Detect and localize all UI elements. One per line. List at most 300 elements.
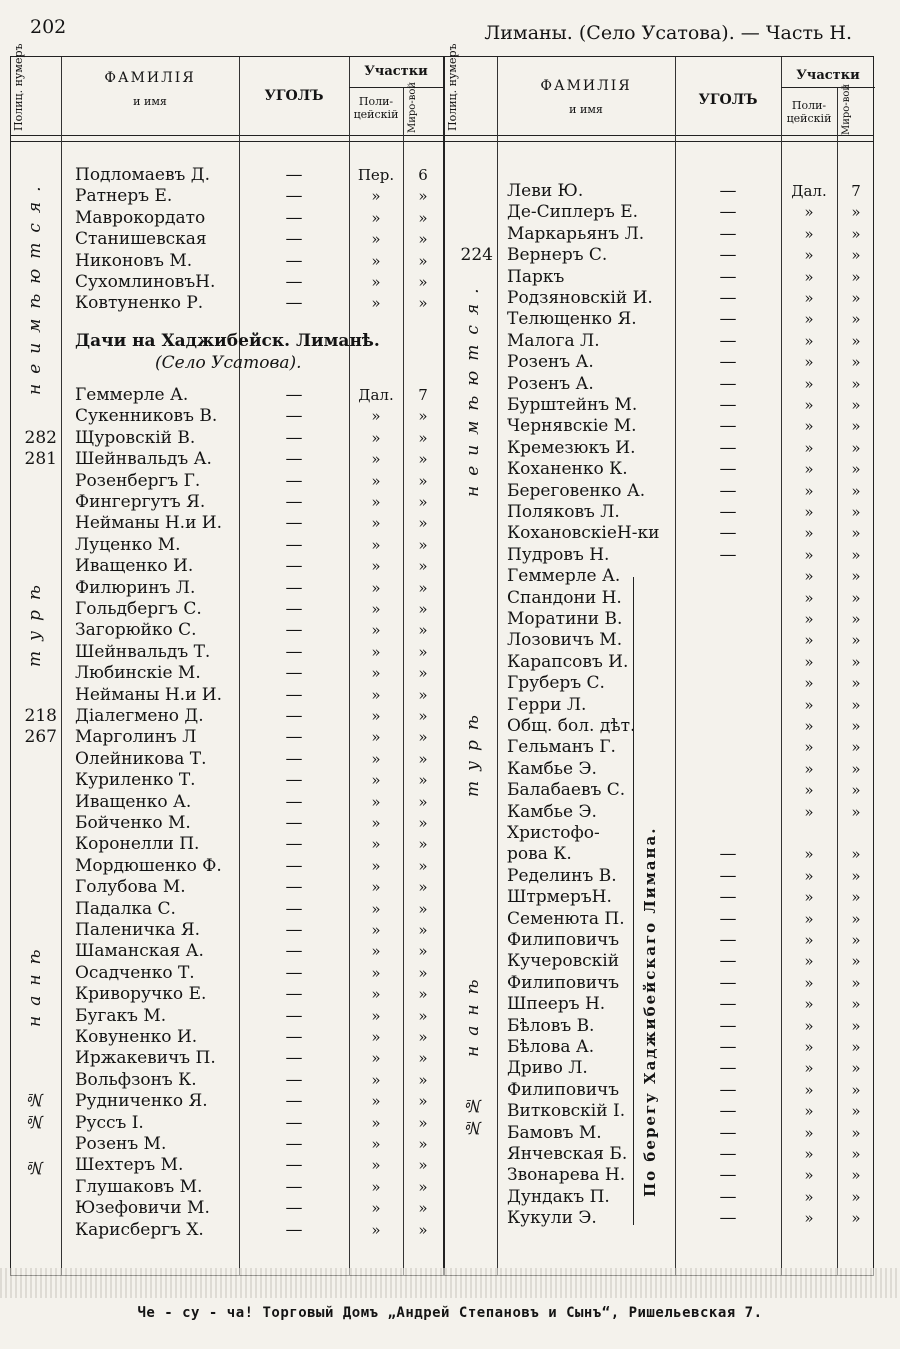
police-district: »: [371, 985, 381, 1004]
resident-name: Шехтеръ М.: [75, 1155, 184, 1176]
header-angle: УГОЛЪ: [698, 92, 758, 108]
police-district: »: [804, 1016, 814, 1035]
running-head: Лиманы. (Село Усатова). — Часть Н.: [484, 22, 852, 44]
table-row: [11, 293, 443, 314]
magistrate-district: »: [418, 428, 428, 447]
magistrate-district: »: [851, 1166, 861, 1185]
angle-mark: —: [719, 951, 737, 972]
angle-mark: —: [285, 207, 303, 228]
table-row: [11, 1113, 443, 1134]
magistrate-district: »: [851, 995, 861, 1014]
police-district: »: [804, 417, 814, 436]
police-number: 224: [460, 245, 493, 266]
resident-name: Герри Л.: [507, 694, 587, 715]
resident-name: Янчевская Б.: [507, 1144, 628, 1164]
angle-mark: —: [285, 229, 303, 250]
police-number: 282: [24, 427, 57, 448]
margin-note: турѣ: [25, 575, 45, 667]
angle-mark: —: [285, 427, 303, 448]
header-police-number: Полиц. нумеръ: [446, 43, 459, 131]
margin-note: №: [25, 1155, 45, 1177]
header-police-number: Полиц. нумеръ: [12, 43, 25, 131]
table-row: [11, 941, 443, 962]
magistrate-district: »: [418, 1113, 428, 1132]
table-row: [11, 663, 443, 684]
police-district: »: [371, 514, 381, 533]
table-row: [11, 1091, 443, 1112]
table-row: [11, 1027, 443, 1048]
angle-mark: —: [285, 1198, 303, 1219]
police-district: »: [371, 642, 381, 661]
magistrate-district: »: [851, 503, 861, 521]
header-surname: ФАМИЛІЯ: [540, 78, 632, 94]
angle-mark: —: [719, 1058, 737, 1079]
table-row: [447, 331, 875, 352]
magistrate-district: »: [851, 267, 861, 286]
resident-name: Глушаковъ М.: [75, 1176, 203, 1197]
angle-mark: —: [719, 202, 737, 223]
magistrate-district: »: [851, 310, 861, 329]
magistrate-district: »: [851, 909, 861, 928]
magistrate-district: »: [418, 1092, 428, 1111]
header-districts: Участки: [364, 64, 428, 79]
angle-mark: —: [719, 459, 737, 480]
table-row: [447, 1208, 875, 1229]
resident-name: Станишевская: [75, 229, 207, 250]
police-district: »: [804, 331, 814, 350]
police-district: »: [371, 557, 381, 576]
police-district: »: [804, 1059, 814, 1078]
police-district: »: [804, 909, 814, 928]
angle-mark: —: [285, 770, 303, 791]
magistrate-district: »: [418, 707, 428, 725]
angle-mark: —: [285, 534, 303, 555]
police-district: »: [371, 294, 381, 313]
table-row: [11, 471, 443, 492]
police-district: »: [804, 289, 814, 307]
angle-mark: —: [719, 352, 737, 373]
police-district: »: [371, 230, 381, 249]
resident-name: Бамовъ М.: [507, 1122, 602, 1143]
angle-mark: —: [285, 556, 303, 577]
margin-note: №№: [25, 1087, 45, 1131]
magistrate-district: »: [418, 664, 428, 683]
table-row: [11, 165, 443, 186]
magistrate-district: »: [418, 749, 428, 768]
magistrate-district: »: [418, 514, 428, 533]
page-number: 202: [30, 16, 67, 38]
police-district: »: [804, 610, 814, 628]
resident-name: Загорюйко С.: [75, 620, 197, 641]
angle-mark: —: [285, 250, 303, 271]
resident-name: Общ. бол. дѣт.: [507, 716, 636, 736]
police-district: »: [804, 503, 814, 521]
table-row: [447, 352, 875, 373]
table-row: [11, 406, 443, 427]
police-district: »: [371, 921, 381, 939]
police-district: »: [804, 374, 814, 393]
angle-mark: —: [285, 1176, 303, 1197]
resident-name: Гольдбергъ С.: [75, 599, 202, 619]
magistrate-district: »: [418, 835, 428, 854]
table-row: [11, 578, 443, 599]
magistrate-district: »: [851, 952, 861, 971]
magistrate-district: »: [851, 460, 861, 479]
magistrate-district: »: [418, 230, 428, 249]
angle-mark: —: [719, 480, 737, 501]
police-district: »: [804, 567, 814, 586]
police-district: »: [371, 535, 381, 554]
angle-mark: —: [285, 1155, 303, 1176]
magistrate-district: »: [418, 600, 428, 618]
header-police: Поли-цейскій: [786, 99, 832, 125]
angle-mark: —: [719, 908, 737, 929]
resident-name: Чернявскіе М.: [507, 416, 637, 437]
police-district: »: [371, 1199, 381, 1218]
police-district: »: [804, 588, 814, 607]
table-row: [447, 224, 875, 245]
police-district: »: [371, 1070, 381, 1089]
angle-mark: —: [719, 309, 737, 330]
resident-name: Шейнвальдъ Т.: [75, 641, 211, 662]
table-row: [447, 1123, 875, 1144]
angle-mark: —: [719, 266, 737, 287]
police-district: »: [371, 749, 381, 768]
police-district: »: [371, 942, 381, 961]
police-district: »: [804, 1102, 814, 1121]
angle-mark: —: [719, 373, 737, 394]
magistrate-district: »: [851, 1016, 861, 1035]
angle-mark: —: [719, 181, 737, 201]
magistrate-district: »: [851, 652, 861, 671]
resident-name: Семенюта П.: [507, 908, 625, 929]
magistrate-district: »: [418, 493, 428, 511]
resident-name: Кремезюкъ И.: [507, 437, 636, 458]
resident-name: Карапсовъ И.: [507, 651, 629, 672]
magistrate-district: »: [418, 878, 428, 897]
table-row: [11, 1134, 443, 1155]
table-row: [11, 1006, 443, 1027]
angle-mark: —: [285, 165, 303, 185]
magistrate-district: »: [851, 1187, 861, 1206]
resident-name: Ределинъ В.: [507, 865, 617, 886]
resident-name: рова К.: [507, 844, 572, 865]
table-row: [11, 599, 443, 620]
angle-mark: —: [285, 898, 303, 919]
table-row: [447, 566, 875, 587]
table-row: [447, 823, 875, 844]
table-row: [11, 963, 443, 984]
magistrate-district: »: [851, 1059, 861, 1078]
resident-name: Филиповичъ: [507, 1079, 620, 1100]
table-row: [447, 1016, 875, 1037]
magistrate-district: »: [418, 1028, 428, 1046]
magistrate-district: »: [851, 203, 861, 222]
resident-name: Де-Сиплеръ Е.: [507, 202, 639, 223]
table-row: [11, 1177, 443, 1198]
table-row: [447, 267, 875, 288]
police-district: »: [804, 481, 814, 500]
resident-name: Камбье Э.: [507, 801, 597, 822]
resident-name: Падалка С.: [75, 898, 176, 919]
police-district: »: [371, 273, 381, 291]
table-row: [447, 695, 875, 716]
angle-mark: —: [719, 1165, 737, 1186]
magistrate-district: »: [418, 578, 428, 597]
police-district: »: [371, 187, 381, 206]
resident-name: Паленичка Я.: [75, 920, 201, 940]
police-district: »: [371, 1177, 381, 1196]
police-district: »: [371, 450, 381, 469]
resident-name: Иржакевичъ П.: [75, 1048, 216, 1069]
angle-mark: —: [719, 887, 737, 908]
table-row: [447, 1165, 875, 1186]
angle-mark: —: [719, 865, 737, 886]
table-row: [447, 181, 875, 202]
magistrate-district: »: [851, 1145, 861, 1163]
police-district: »: [804, 652, 814, 671]
angle-mark: —: [285, 599, 303, 619]
police-district: »: [371, 771, 381, 790]
magistrate-district: »: [418, 1177, 428, 1196]
resident-name: Филюринъ Л.: [75, 577, 196, 598]
header-surname-sub: и имя: [133, 95, 167, 108]
angle-mark: —: [719, 395, 737, 415]
police-district: »: [804, 631, 814, 650]
left-column-entries: [11, 43, 443, 1275]
resident-name: Нейманы Н.и И.: [75, 684, 223, 705]
angle-mark: —: [285, 406, 303, 427]
police-district: »: [371, 685, 381, 704]
police-district: »: [804, 845, 814, 864]
header-districts: Участки: [796, 68, 860, 83]
section-title: Дачи на Хаджибейск. Лиманѣ.: [75, 331, 380, 351]
resident-name: Осадченко Т.: [75, 962, 195, 983]
resident-name: Геммерле А.: [507, 566, 621, 587]
resident-name: Діалегмено Д.: [75, 706, 204, 726]
police-district: »: [804, 695, 814, 714]
angle-mark: —: [719, 544, 737, 565]
table-row: [11, 877, 443, 898]
police-district: »: [371, 578, 381, 597]
police-district: »: [804, 1187, 814, 1206]
police-district: »: [371, 1220, 381, 1239]
margin-note: неимѣются.: [463, 278, 483, 497]
police-district: »: [804, 224, 814, 243]
magistrate-district: 7: [418, 386, 428, 404]
page-edge-texture: [0, 1268, 900, 1298]
magistrate-district: »: [851, 289, 861, 307]
table-row: [11, 449, 443, 470]
magistrate-district: »: [851, 674, 861, 693]
police-district: »: [804, 396, 814, 414]
table-row: [447, 759, 875, 780]
magistrate-district: 6: [418, 166, 428, 184]
angle-mark: —: [285, 1027, 303, 1047]
police-district: »: [371, 1028, 381, 1046]
police-district: »: [804, 545, 814, 564]
table-row: [447, 994, 875, 1015]
police-district: »: [804, 267, 814, 286]
table-row: [11, 856, 443, 877]
police-district: »: [371, 1113, 381, 1132]
resident-name: Коронелли П.: [75, 834, 200, 855]
magistrate-district: »: [851, 717, 861, 735]
police-district: »: [804, 866, 814, 885]
angle-mark: —: [285, 492, 303, 512]
table-row: [11, 642, 443, 663]
angle-mark: —: [719, 1037, 737, 1057]
angle-mark: —: [285, 1112, 303, 1133]
magistrate-district: »: [418, 1199, 428, 1218]
magistrate-district: »: [851, 781, 861, 800]
magistrate-district: »: [418, 685, 428, 704]
table-row: [11, 834, 443, 855]
angle-mark: —: [285, 941, 303, 962]
magistrate-district: »: [851, 567, 861, 586]
table-row: [447, 202, 875, 223]
table-row: [11, 749, 443, 770]
angle-mark: —: [719, 1101, 737, 1122]
table-row: [11, 1048, 443, 1069]
magistrate-district: »: [851, 1123, 861, 1142]
angle-mark: —: [719, 1015, 737, 1036]
resident-name: Звонарева Н.: [507, 1165, 626, 1186]
magistrate-district: »: [851, 738, 861, 757]
angle-mark: —: [285, 877, 303, 898]
magistrate-district: »: [851, 545, 861, 564]
table-row: [11, 1198, 443, 1219]
police-number: 267: [24, 727, 57, 748]
magistrate-district: »: [851, 417, 861, 436]
brace: [627, 577, 634, 1225]
magistrate-district: »: [851, 866, 861, 885]
margin-note: нанѣ: [463, 969, 483, 1057]
resident-name: Ратнеръ Е.: [75, 186, 173, 207]
angle-mark: —: [719, 245, 737, 266]
resident-name: Луценко М.: [75, 534, 181, 555]
resident-name: Вольфзонъ К.: [75, 1069, 197, 1090]
magistrate-district: »: [851, 973, 861, 992]
margin-note: неимѣются.: [25, 176, 45, 395]
police-district: »: [804, 1166, 814, 1185]
resident-name: Розенъ А.: [507, 352, 594, 373]
police-district: »: [804, 717, 814, 735]
resident-name: Бѣловъ В.: [507, 1015, 595, 1036]
police-district: »: [371, 208, 381, 227]
resident-name: Ковуненко И.: [75, 1027, 198, 1047]
angle-mark: —: [285, 272, 303, 292]
magistrate-district: »: [418, 814, 428, 832]
resident-name: Олейникова Т.: [75, 748, 207, 769]
table-row: [11, 251, 443, 272]
resident-name: Бойченко М.: [75, 813, 191, 833]
police-district: Дал.: [358, 386, 394, 404]
angle-mark: —: [719, 844, 737, 865]
table-row: [11, 535, 443, 556]
police-district: »: [804, 1123, 814, 1142]
magistrate-district: »: [851, 1209, 861, 1228]
table-row: [11, 727, 443, 748]
table-row: [447, 844, 875, 865]
right-column-entries: [446, 43, 875, 1275]
margin-note: турѣ: [463, 705, 483, 797]
police-district: »: [371, 407, 381, 426]
police-number: 218: [24, 706, 57, 726]
angle-mark: —: [719, 930, 737, 950]
resident-name: Камбье Э.: [507, 758, 597, 779]
resident-name: Розенъ А.: [507, 373, 594, 394]
magistrate-district: »: [851, 1102, 861, 1121]
resident-name: Кучеровскій: [507, 951, 620, 972]
table-row: [447, 652, 875, 673]
resident-name: Рудниченко Я.: [75, 1091, 208, 1112]
angle-mark: —: [719, 1144, 737, 1164]
resident-name: Иващенко И.: [75, 556, 194, 577]
police-district: »: [804, 438, 814, 457]
table-row: [447, 309, 875, 330]
police-district: »: [804, 1038, 814, 1056]
magistrate-district: »: [851, 331, 861, 350]
police-district: »: [804, 781, 814, 800]
angle-mark: —: [719, 288, 737, 308]
angle-mark: —: [285, 684, 303, 705]
table-row: [11, 920, 443, 941]
police-district: »: [371, 878, 381, 897]
table-row: [11, 620, 443, 641]
magistrate-district: »: [418, 1156, 428, 1175]
police-district: »: [804, 1080, 814, 1099]
police-district: »: [804, 1209, 814, 1228]
header-surname: ФАМИЛІЯ: [104, 70, 196, 86]
resident-name: Шаманская А.: [75, 941, 204, 962]
magistrate-district: »: [418, 621, 428, 640]
angle-mark: —: [285, 620, 303, 641]
table-row: [447, 630, 875, 651]
resident-name: Береговенко А.: [507, 480, 646, 501]
police-number: 281: [24, 449, 57, 470]
angle-mark: —: [285, 1134, 303, 1154]
table-row: [447, 866, 875, 887]
table-row: [11, 706, 443, 727]
angle-mark: —: [285, 1048, 303, 1069]
table-row: [447, 1187, 875, 1208]
table-row: [447, 523, 875, 544]
resident-name: Вернеръ С.: [507, 245, 608, 266]
resident-name: Карисбергъ Х.: [75, 1219, 204, 1240]
resident-name: Марголинъ Л: [75, 727, 197, 748]
resident-name: Любинскіе М.: [75, 663, 201, 684]
resident-name: Подломаевъ Д.: [75, 165, 210, 185]
resident-name: Шпееръ Н.: [507, 994, 606, 1015]
resident-name: Розенъ М.: [75, 1134, 167, 1154]
police-district: »: [804, 1145, 814, 1163]
center-rule: [443, 57, 445, 1275]
police-district: »: [804, 460, 814, 479]
police-district: »: [371, 493, 381, 511]
resident-name: Маврокордато: [75, 207, 206, 228]
police-district: »: [804, 674, 814, 693]
resident-name: Юзефовичи М.: [75, 1198, 210, 1219]
magistrate-district: »: [851, 224, 861, 243]
table-row: [447, 416, 875, 437]
angle-mark: —: [285, 1091, 303, 1112]
magistrate-district: »: [851, 438, 861, 457]
table-row: [447, 909, 875, 930]
police-district: »: [804, 952, 814, 971]
resident-name: Коханенко К.: [507, 459, 628, 480]
magistrate-district: »: [418, 535, 428, 554]
